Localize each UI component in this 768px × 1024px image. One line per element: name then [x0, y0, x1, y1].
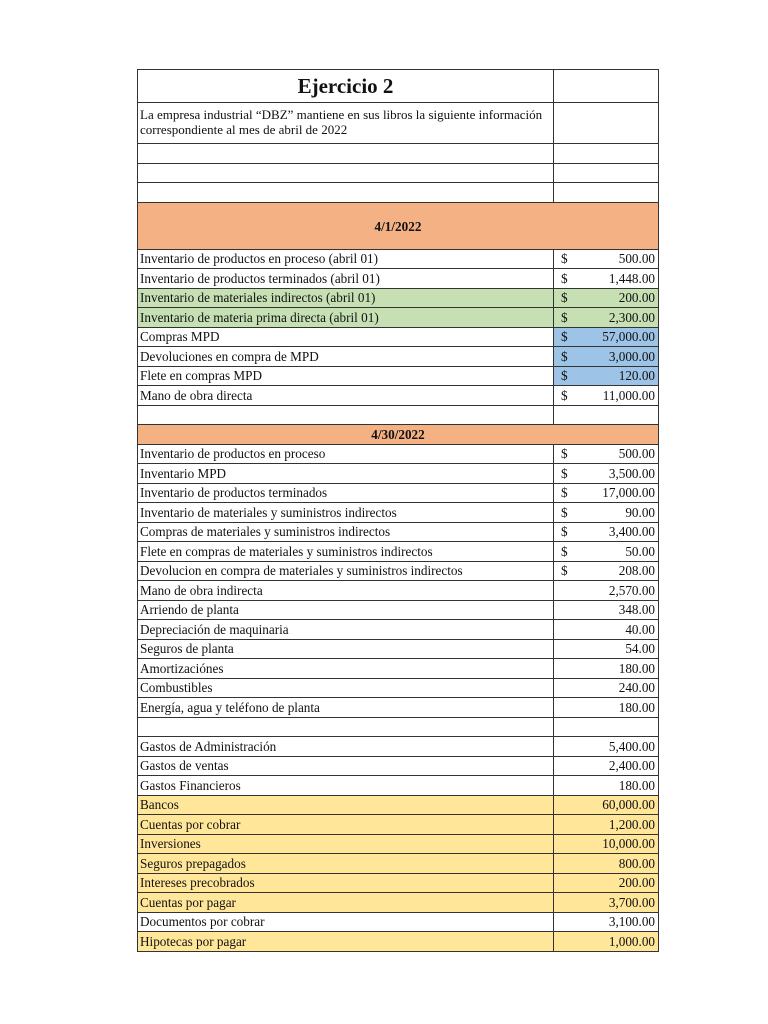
- row-value-cell[interactable]: [554, 347, 659, 367]
- row-value: [556, 543, 656, 560]
- blank-cell[interactable]: [554, 163, 659, 183]
- row-label[interactable]: Inventario de materiales y suministros indirectos: [138, 503, 554, 523]
- table-row: [138, 269, 659, 289]
- table-row: [138, 561, 659, 581]
- amount: 10,000.00: [602, 836, 655, 852]
- table-row: [138, 639, 659, 659]
- blank-cell[interactable]: [138, 183, 554, 203]
- row-value-cell[interactable]: [554, 269, 659, 289]
- currency-symbol: $: [561, 309, 568, 325]
- row-label[interactable]: Gastos de Administración: [138, 737, 554, 757]
- row-label[interactable]: Arriendo de planta: [138, 600, 554, 620]
- table-row: [138, 464, 659, 484]
- row-value: [556, 894, 656, 911]
- row-value: [556, 874, 656, 891]
- row-label[interactable]: Documentos por cobrar: [138, 912, 554, 932]
- amount: 3,400.00: [608, 524, 655, 540]
- table-row: [138, 834, 659, 854]
- amount: 2,300.00: [608, 309, 655, 325]
- row-value-cell[interactable]: [554, 386, 659, 406]
- row-value: [556, 913, 656, 930]
- row-value-cell[interactable]: [554, 834, 659, 854]
- exercise-title[interactable]: Ejercicio 2: [138, 70, 554, 103]
- row-label[interactable]: Seguros de planta: [138, 639, 554, 659]
- description-row: [138, 103, 659, 144]
- row-value: [556, 309, 656, 326]
- row-value: [556, 757, 656, 774]
- currency-symbol: $: [561, 270, 568, 286]
- currency-symbol: $: [561, 251, 568, 267]
- row-label[interactable]: Amortizaciónes: [138, 659, 554, 679]
- currency-symbol: $: [561, 465, 568, 481]
- table-row: [138, 347, 659, 367]
- exercise-description[interactable]: La empresa industrial “DBZ” mantiene en sus libros la siguiente información correspondiente al mes de abril de 2022: [138, 103, 554, 144]
- currency-symbol: $: [561, 543, 568, 559]
- amount: 348.00: [618, 602, 655, 618]
- exercise-table: [137, 69, 659, 952]
- amount: 57,000.00: [602, 329, 655, 345]
- row-value-cell[interactable]: [554, 581, 659, 601]
- row-value: [556, 816, 656, 833]
- row-value-cell[interactable]: [554, 600, 659, 620]
- currency-symbol: $: [561, 485, 568, 501]
- amount: 3,000.00: [608, 348, 655, 364]
- row-value: [556, 289, 656, 306]
- row-value-cell[interactable]: [554, 659, 659, 679]
- row-value-cell[interactable]: [554, 308, 659, 328]
- blank-cell[interactable]: [138, 144, 554, 164]
- currency-symbol: $: [561, 290, 568, 306]
- table-row: [138, 581, 659, 601]
- amount: 3,700.00: [608, 894, 655, 910]
- row-label[interactable]: Inversiones: [138, 834, 554, 854]
- row-value-cell[interactable]: [554, 444, 659, 464]
- row-value: [556, 777, 656, 794]
- row-value-cell[interactable]: [554, 893, 659, 913]
- row-label[interactable]: Hipotecas por pagar: [138, 932, 554, 952]
- table-row: [138, 717, 659, 737]
- amount: 11,000.00: [602, 387, 655, 403]
- table-row: [138, 600, 659, 620]
- row-value: [556, 367, 656, 384]
- row-value-cell[interactable]: [554, 288, 659, 308]
- row-label[interactable]: Inventario de materia prima directa (abril 01): [138, 308, 554, 328]
- row-value: [556, 523, 656, 540]
- amount: 3,500.00: [608, 465, 655, 481]
- title-row: [138, 70, 659, 103]
- blank-cell[interactable]: [554, 144, 659, 164]
- table-row: [138, 366, 659, 386]
- row-label[interactable]: Depreciación de maquinaria: [138, 620, 554, 640]
- spreadsheet: [137, 69, 657, 952]
- table-row: [138, 815, 659, 835]
- row-label[interactable]: Bancos: [138, 795, 554, 815]
- row-value-cell[interactable]: [554, 854, 659, 874]
- table-row: [138, 503, 659, 523]
- row-value-cell[interactable]: [554, 366, 659, 386]
- row-label[interactable]: Mano de obra indirecta: [138, 581, 554, 601]
- amount: 3,100.00: [608, 914, 655, 930]
- row-label[interactable]: Flete en compras de materiales y suministros indirectos: [138, 542, 554, 562]
- amount: 240.00: [618, 680, 655, 696]
- table-row: [138, 795, 659, 815]
- row-value: [556, 465, 656, 482]
- row-value-cell[interactable]: [554, 639, 659, 659]
- row-label[interactable]: Inventario de productos en proceso (abril 01): [138, 249, 554, 269]
- row-value-cell[interactable]: [554, 542, 659, 562]
- row-label[interactable]: Intereses precobrados: [138, 873, 554, 893]
- row-value-cell[interactable]: [554, 717, 659, 737]
- amount: 180.00: [618, 699, 655, 715]
- row-label[interactable]: Devoluciones en compra de MPD: [138, 347, 554, 367]
- row-label[interactable]: Seguros prepagados: [138, 854, 554, 874]
- row-value: [556, 699, 656, 716]
- table-row: [138, 854, 659, 874]
- row-label[interactable]: Mano de obra directa: [138, 386, 554, 406]
- table-row: [138, 893, 659, 913]
- row-value: [556, 621, 656, 638]
- currency-symbol: $: [561, 368, 568, 384]
- row-value: [556, 601, 656, 618]
- section1-date-header[interactable]: 4/1/2022: [138, 202, 659, 249]
- table-row: [138, 542, 659, 562]
- row-value: [556, 484, 656, 501]
- section1-date-row: [138, 202, 659, 249]
- row-value: [556, 270, 656, 287]
- table-row: [138, 620, 659, 640]
- row-label[interactable]: Flete en compras MPD: [138, 366, 554, 386]
- currency-symbol: $: [561, 504, 568, 520]
- row-value-cell[interactable]: [554, 698, 659, 718]
- row-value: [556, 582, 656, 599]
- row-label[interactable]: Combustibles: [138, 678, 554, 698]
- row-value: [556, 387, 656, 404]
- amount: 2,570.00: [608, 582, 655, 598]
- row-value: [556, 640, 656, 657]
- row-value-cell[interactable]: [554, 327, 659, 347]
- table-row: [138, 483, 659, 503]
- table-row: [138, 698, 659, 718]
- row-label[interactable]: [138, 717, 554, 737]
- table-row: [138, 288, 659, 308]
- row-value-cell[interactable]: [554, 932, 659, 952]
- row-value-cell[interactable]: [554, 912, 659, 932]
- row-value: [556, 348, 656, 365]
- section2-date-row: [138, 425, 659, 445]
- currency-symbol: $: [561, 563, 568, 579]
- table-row: [138, 737, 659, 757]
- table-row: [138, 932, 659, 952]
- amount: 200.00: [618, 875, 655, 891]
- table-row: [138, 249, 659, 269]
- currency-symbol: $: [561, 387, 568, 403]
- row-value-cell[interactable]: [554, 815, 659, 835]
- row-value: [556, 328, 656, 345]
- row-value-cell[interactable]: [554, 483, 659, 503]
- table-row: [138, 386, 659, 406]
- row-value-cell[interactable]: [554, 873, 659, 893]
- row-value-cell[interactable]: [554, 464, 659, 484]
- table-row: [138, 659, 659, 679]
- row-value-cell[interactable]: [554, 795, 659, 815]
- row-value: [556, 562, 656, 579]
- blank-row: [138, 183, 659, 203]
- row-value: [556, 504, 656, 521]
- amount: 1,000.00: [608, 933, 655, 949]
- row-label[interactable]: Devolucion en compra de materiales y suministros indirectos: [138, 561, 554, 581]
- row-value: [556, 738, 656, 755]
- table-row: [138, 873, 659, 893]
- amount: 54.00: [625, 641, 655, 657]
- row-label[interactable]: Inventario de productos terminados (abril 01): [138, 269, 554, 289]
- row-label[interactable]: Inventario de productos en proceso: [138, 444, 554, 464]
- row-label[interactable]: Gastos de ventas: [138, 756, 554, 776]
- blank-row: [138, 405, 659, 425]
- row-label[interactable]: Inventario de productos terminados: [138, 483, 554, 503]
- row-value-cell[interactable]: [554, 776, 659, 796]
- currency-symbol: $: [561, 329, 568, 345]
- row-value: [556, 796, 656, 813]
- table-row: [138, 678, 659, 698]
- row-label[interactable]: Cuentas por cobrar: [138, 815, 554, 835]
- table-row: [138, 912, 659, 932]
- row-label[interactable]: Cuentas por pagar: [138, 893, 554, 913]
- blank-cell[interactable]: [138, 163, 554, 183]
- amount: 1,200.00: [608, 816, 655, 832]
- table-row: [138, 327, 659, 347]
- amount: 120.00: [618, 368, 655, 384]
- amount: 200.00: [618, 290, 655, 306]
- table-row: [138, 756, 659, 776]
- currency-symbol: $: [561, 524, 568, 540]
- row-value-cell[interactable]: [554, 249, 659, 269]
- table-row: [138, 522, 659, 542]
- row-value: [556, 679, 656, 696]
- row-value: [556, 660, 656, 677]
- row-label[interactable]: Gastos Financieros: [138, 776, 554, 796]
- amount: 180.00: [618, 777, 655, 793]
- row-label[interactable]: Compras MPD: [138, 327, 554, 347]
- amount: 17,000.00: [602, 485, 655, 501]
- amount: 500.00: [618, 251, 655, 267]
- row-value-cell[interactable]: [554, 756, 659, 776]
- blank-cell[interactable]: [554, 183, 659, 203]
- amount: 208.00: [618, 563, 655, 579]
- section2-date-header[interactable]: 4/30/2022: [138, 425, 659, 445]
- currency-symbol: $: [561, 348, 568, 364]
- row-value-cell[interactable]: [554, 503, 659, 523]
- row-label[interactable]: Inventario de materiales indirectos (abril 01): [138, 288, 554, 308]
- amount: 180.00: [618, 660, 655, 676]
- amount: 1,448.00: [608, 270, 655, 286]
- row-value-cell[interactable]: [554, 620, 659, 640]
- row-value: [556, 250, 656, 267]
- row-value-cell[interactable]: [554, 737, 659, 757]
- row-value: [556, 445, 656, 462]
- amount: 40.00: [625, 621, 655, 637]
- description-value-cell[interactable]: [554, 103, 659, 144]
- amount: 50.00: [625, 543, 655, 559]
- amount: 5,400.00: [608, 738, 655, 754]
- row-label[interactable]: Energía, agua y teléfono de planta: [138, 698, 554, 718]
- row-value: [556, 933, 656, 950]
- amount: 800.00: [618, 855, 655, 871]
- blank-row: [138, 144, 659, 164]
- table-row: [138, 776, 659, 796]
- row-value: [556, 835, 656, 852]
- row-value-cell[interactable]: [554, 561, 659, 581]
- amount: 500.00: [618, 446, 655, 462]
- row-value-cell[interactable]: [554, 678, 659, 698]
- amount: 2,400.00: [608, 758, 655, 774]
- table-row: [138, 444, 659, 464]
- table-row: [138, 308, 659, 328]
- blank-row: [138, 163, 659, 183]
- row-value-cell[interactable]: [554, 522, 659, 542]
- currency-symbol: $: [561, 446, 568, 462]
- row-value: [556, 855, 656, 872]
- blank-cell[interactable]: [554, 405, 659, 425]
- row-label[interactable]: Compras de materiales y suministros indirectos: [138, 522, 554, 542]
- row-label[interactable]: Inventario MPD: [138, 464, 554, 484]
- blank-cell[interactable]: [138, 405, 554, 425]
- amount: 90.00: [625, 504, 655, 520]
- amount: 60,000.00: [602, 797, 655, 813]
- title-value-cell[interactable]: [554, 70, 659, 103]
